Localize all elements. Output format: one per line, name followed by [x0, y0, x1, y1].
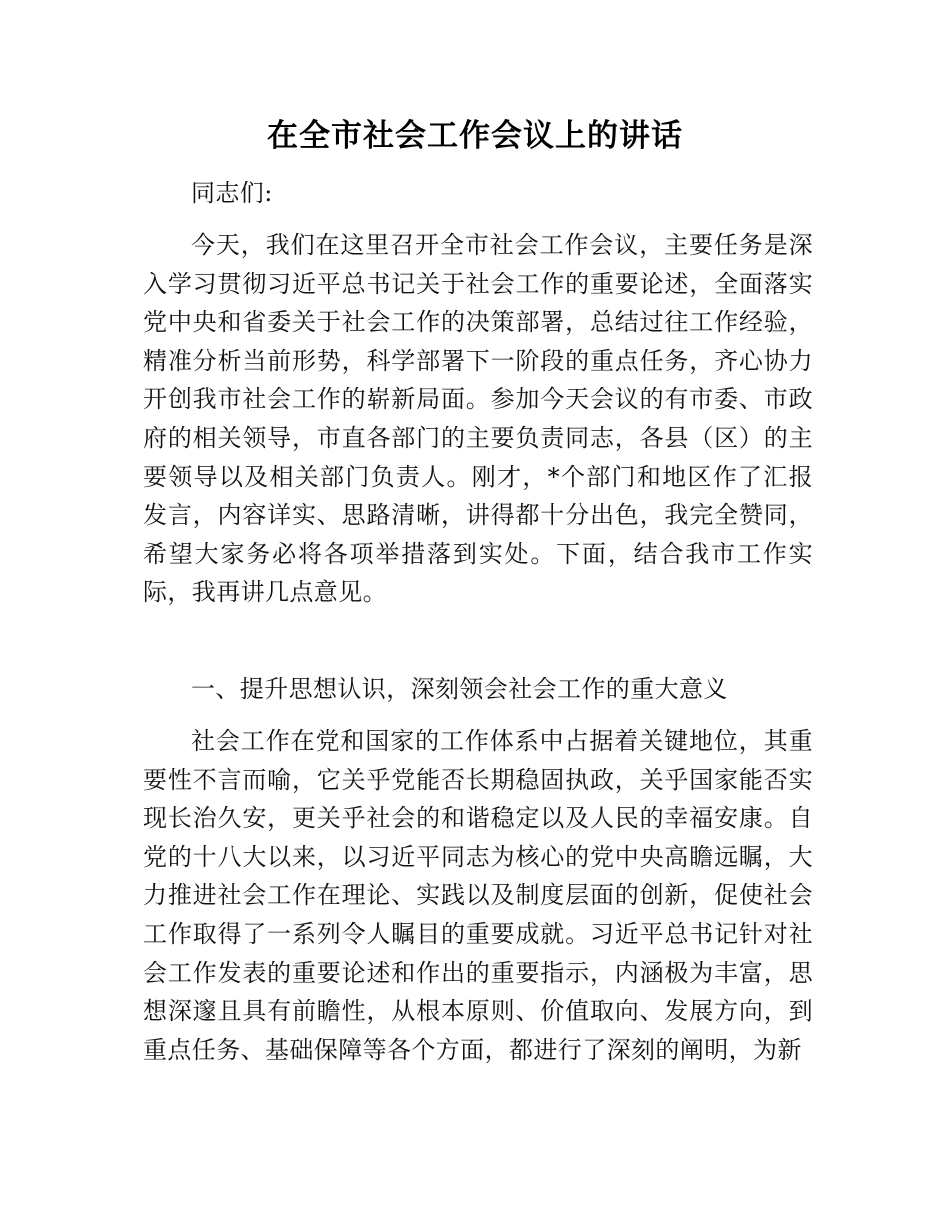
section-heading-1: 一、提升思想认识，深刻领会社会工作的重大意义 — [191, 675, 728, 703]
paragraph-opening: 今天，我们在这里召开全市社会工作会议，主要任务是深入学习贯彻习近平总书记关于社会工作的重要论述，全面落实党中央和省委关于社会工作的决策部署，总结过往工作经验，精准分析当前形势，科学部署下一阶段的重点任务，齐心协力开创我市社会工作的崭新局面。参加今天会议的有市委、市政府的相关领导，市直各部门的主要负责同志，各县（区）的主要领导以及相关部门负责人。刚才，*个部门和地区作了汇报发言，内容详实、思路清晰，讲得都十分出色，我完全赞同，希望大家务必将各项举措落到实处。下面，结合我市工作实际，我再讲几点意见。 — [143, 231, 813, 607]
document-title: 在全市社会工作会议上的讲话 — [267, 118, 683, 154]
salutation: 同志们: — [191, 179, 273, 207]
paragraph-section-1: 社会工作在党和国家的工作体系中占据着关键地位，其重要性不言而喻，它关乎党能否长期稳固执政，关乎国家能否实现长治久安，更关乎社会的和谐稳定以及人民的幸福安康。自党的十八大以来，以习近平同志为核心的党中央高瞻远瞩，大力推进社会工作在理论、实践以及制度层面的创新，促使社会工作取得了一系列令人瞩目的重要成就。习近平总书记针对社会工作发表的重要论述和作出的重要指示，内涵极为丰富，思想深邃且具有前瞻性，从根本原则、价值取向、发展方向，到重点任务、基础保障等各个方面，都进行了深刻的阐明，为新 — [143, 727, 813, 1064]
